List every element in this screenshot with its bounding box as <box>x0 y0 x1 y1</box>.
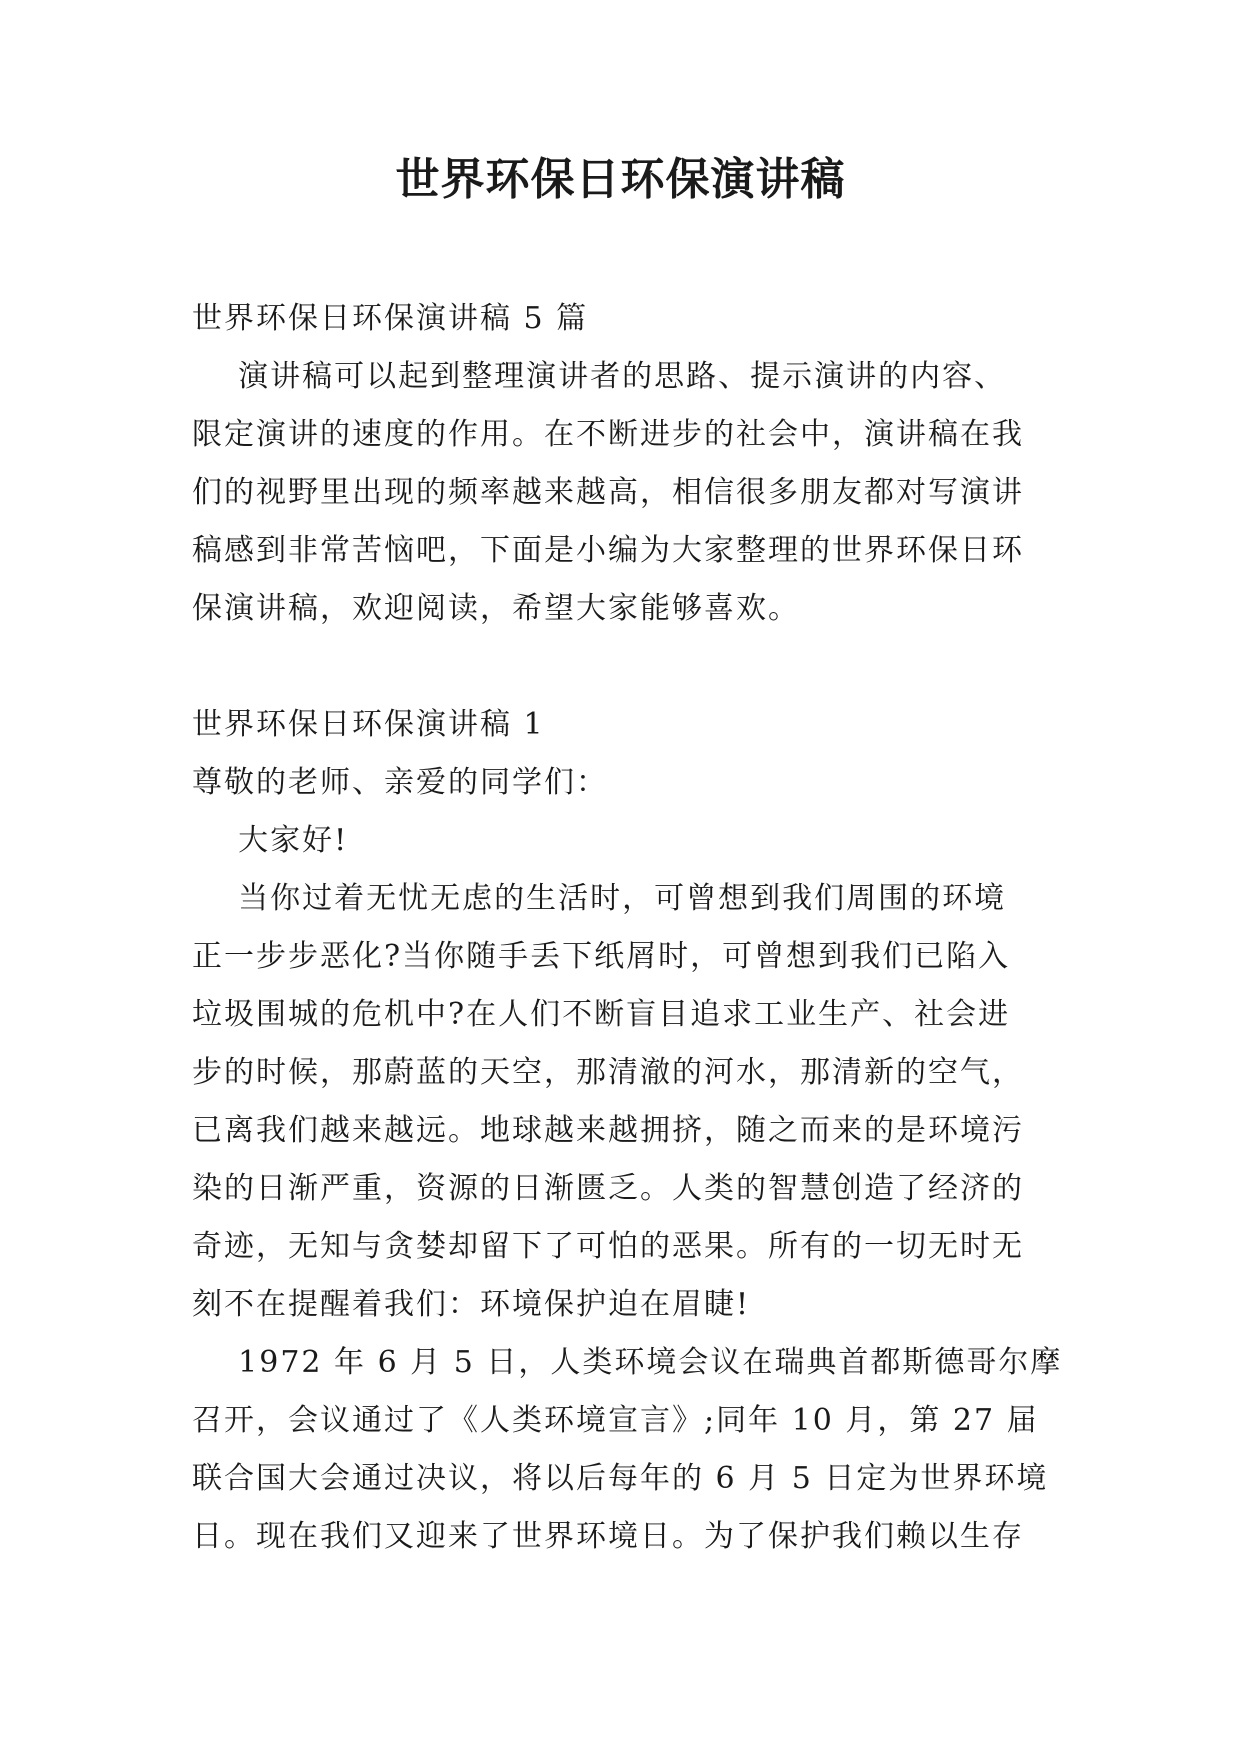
document-title: 世界环保日环保演讲稿 <box>395 154 846 205</box>
text-line: 已离我们越来越远。地球越来越拥挤，随之而来的是环境污 <box>192 1113 1024 1148</box>
text-line: 召开，会议通过了《人类环境宣言》;同年 10 月，第 27 届 <box>192 1403 1039 1438</box>
text-line: 演讲稿可以起到整理演讲者的思路、提示演讲的内容、 <box>192 359 1007 394</box>
text-line: 染的日渐严重，资源的日渐匮乏。人类的智慧创造了经济的 <box>192 1171 1024 1206</box>
text-line: 当你过着无忧无虑的生活时，可曾想到我们周围的环境 <box>192 881 1007 916</box>
text-line: 稿感到非常苦恼吧，下面是小编为大家整理的世界环保日环 <box>192 533 1024 568</box>
text-line: 步的时候，那蔚蓝的天空，那清澈的河水，那清新的空气， <box>192 1055 1024 1090</box>
subtitle-line: 世界环保日环保演讲稿 5 篇 <box>192 301 589 336</box>
text-line: 奇迹，无知与贪婪却留下了可怕的恶果。所有的一切无时无 <box>192 1229 1024 1264</box>
paragraph-gap <box>192 638 1082 696</box>
text-line: 们的视野里出现的频率越来越高，相信很多朋友都对写演讲 <box>192 475 1024 510</box>
section-heading: 世界环保日环保演讲稿 1 <box>192 707 545 742</box>
text-line: 1972 年 6 月 5 日，人类环境会议在瑞典首都斯德哥尔摩 <box>192 1345 1063 1380</box>
text-line: 限定演讲的速度的作用。在不断进步的社会中，演讲稿在我 <box>192 417 1024 452</box>
text-line: 保演讲稿，欢迎阅读，希望大家能够喜欢。 <box>192 591 800 626</box>
salutation-line: 尊敬的老师、亲爱的同学们： <box>192 765 608 800</box>
text-line: 日。现在我们又迎来了世界环境日。为了保护我们赖以生存 <box>192 1519 1024 1554</box>
text-line: 联合国大会通过决议，将以后每年的 6 月 5 日定为世界环境 <box>192 1461 1049 1496</box>
document-body <box>192 290 1082 1566</box>
greeting-line: 大家好! <box>192 823 349 858</box>
text-line: 垃圾围城的危机中?在人们不断盲目追求工业生产、社会进 <box>192 997 1011 1032</box>
text-line: 正一步步恶化?当你随手丢下纸屑时，可曾想到我们已陷入 <box>192 939 1011 974</box>
text-line: 刻不在提醒着我们：环境保护迫在眉睫! <box>192 1287 751 1322</box>
